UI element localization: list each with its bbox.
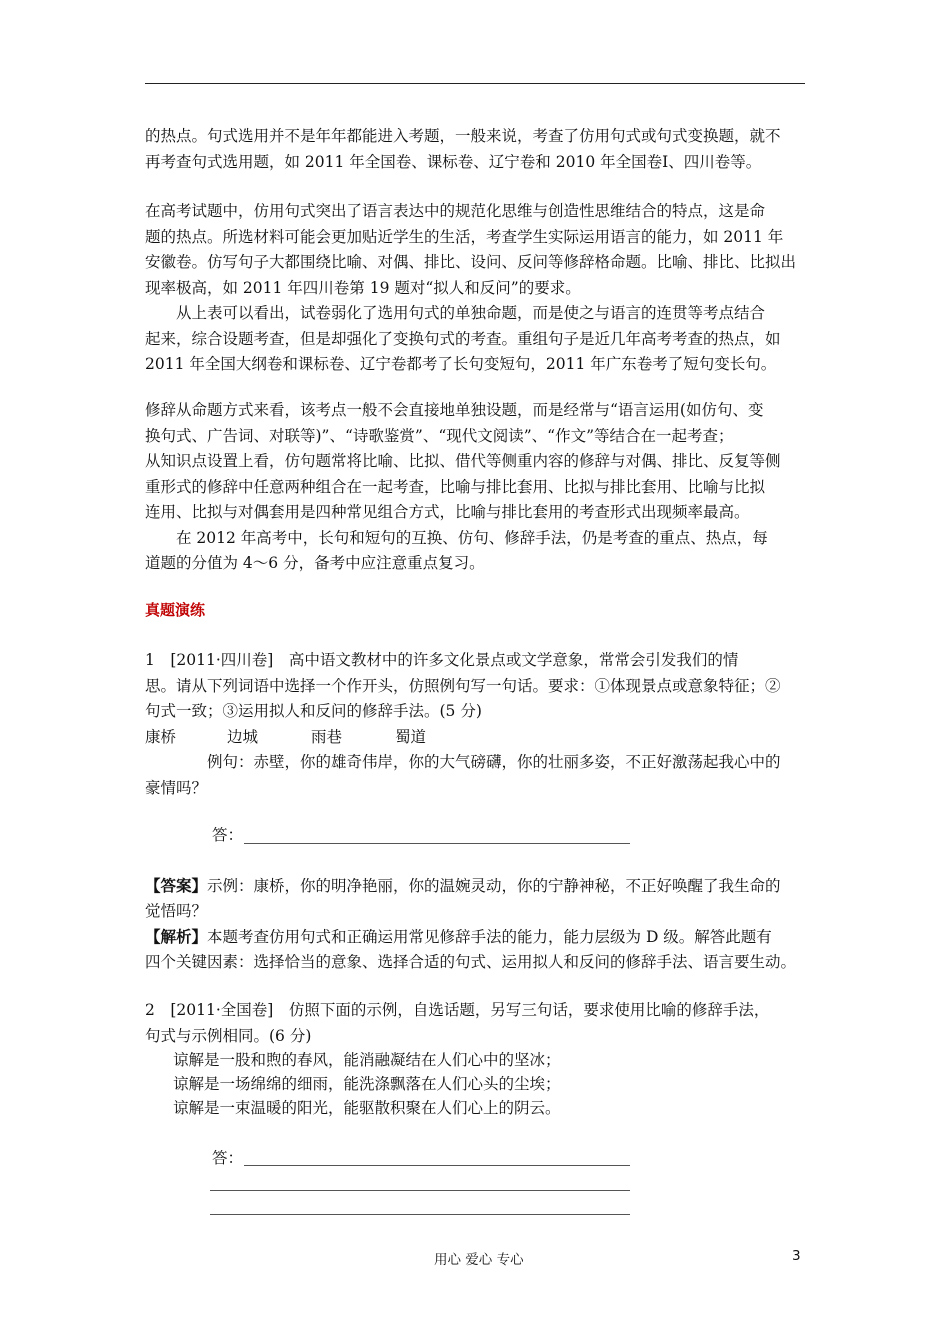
word-option: 康桥 [145,727,177,746]
question-line: 2 [2011·全国卷] 仿照下面的示例，自选话题，另写三句话，要求使用比喻的修辞手法， [145,1001,770,1019]
example-line: 例句：赤壁，你的雄奇伟岸，你的大气磅礴，你的壮丽多姿，不正好激荡起我心中的 [207,753,781,771]
text-line: 的热点。句式选用并不是年年都能进入考题，一般来说，考查了仿用句式或句式变换题，就不 [145,127,781,145]
header-rule [145,83,805,84]
text-line: 修辞从命题方式来看，该考点一般不会直接地单独设题，而是经常与“语言运用(如仿句、变 [145,401,764,419]
analysis-line-text [145,924,810,950]
analysis-line-text: 四个关键因素：选择恰当的意象、选择合适的句式、运用拟人和反问的修辞手法、语言要生动。 [145,952,797,971]
analysis-tag: 【解析】 [145,927,208,946]
text-line: 换句式、广告词、对联等)”、“诗歌鉴赏”、“现代文阅读”、“作文”等结合在一起考查； [145,426,734,445]
question-2 [145,998,810,1120]
answer-line-text [145,873,810,899]
text-line: 再考查句式选用题，如 2011 年全国卷、课标卷、辽宁卷和 2010 年全国卷Ⅰ、四川卷等。 [145,152,762,171]
word-option: 雨巷 [311,727,343,746]
text-line: 2011 年全国大纲卷和课标卷、辽宁卷都考了长句变短句，2011 年广东卷考了短句变长句。 [145,355,777,373]
answer-label: 答： [212,1149,244,1167]
text-line: 在高考试题中，仿用句式突出了语言表达中的规范化思维与创造性思维结合的特点，这是命 [145,202,766,220]
answer-line[interactable] [210,1190,630,1191]
example-sentence: 谅解是一场绵绵的细雨，能洗涤飘落在人们心头的尘埃； [173,1074,561,1093]
text-line: 从上表可以看出，试卷弱化了选用句式的单独命题，而是使之与语言的连贯等考点结合 [176,304,766,322]
text-line: 连用、比拟与对偶套用是四种常见组合方式，比喻与排比套用的考查形式出现频率最高。 [145,503,750,521]
question-line: 1 [2011·四川卷] 高中语文教材中的许多文化景点或文学意象，常常会引发我们的情 [145,651,739,669]
example-sentence: 谅解是一股和煦的春风，能消融凝结在人们心中的坚冰； [173,1050,561,1069]
text-line: 在 2012 年高考中，长句和短句的互换、仿句、修辞手法，仍是考查的重点、热点，每 [176,528,768,547]
question-line: 句式与示例相同。(6 分) [145,1026,312,1045]
paragraph-1 [145,124,810,175]
text-line: 起来，综合设题考查，但是却强化了变换句式的考查。重组句子是近几年高考考查的热点，如 [145,329,781,348]
answer-line[interactable] [244,1165,630,1166]
text-line: 现率极高，如 2011 年四川卷第 19 题对“拟人和反问”的要求。 [145,278,581,297]
answer-line-text: 觉悟吗？ [145,901,208,920]
answer-tag: 【答案】 [145,876,208,895]
text-line: 重形式的修辞中任意两种组合在一起考查，比喻与排比套用、比拟与排比套用、比喻与比拟 [145,477,766,496]
answer-block [145,873,810,975]
question-line: 思。请从下列词语中选择一个作开头，仿照例句写一句话。要求：①体现景点或意象特征；② [145,676,781,695]
word-option: 边城 [227,727,259,746]
footer-motto: 用心 爱心 专心 [434,1252,524,1268]
answer-line[interactable] [210,1214,630,1215]
text-line: 题的热点。所选材料可能会更加贴近学生的生活，考查学生实际运用语言的能力，如 2011 年 [145,227,784,246]
word-option: 蜀道 [395,727,427,746]
example-sentence: 谅解是一束温暖的阳光，能驱散积聚在人们心上的阴云。 [173,1098,561,1117]
text-line: 道题的分值为 4～6 分，备考中应注意重点复习。 [145,554,485,572]
example-line: 豪情吗？ [145,778,208,797]
page-number: 3 [792,1248,801,1264]
text-line: 从知识点设置上看，仿句题常将比喻、比拟、借代等侧重内容的修辞与对偶、排比、反复等侧 [145,452,781,470]
question-line: 句式一致；③运用拟人和反问的修辞手法。(5 分) [145,702,482,720]
question-1 [145,648,810,801]
answer-line[interactable] [244,843,630,844]
section-heading: 真题演练 [145,601,206,619]
analysis-text: 本题考查仿用句式和正确运用常见修辞手法的能力，能力层级为 D 级。解答此题有 [207,928,772,946]
text-line: 安徽卷。仿写句子大都围绕比喻、对偶、排比、设问、反问等修辞格命题。比喻、排比、比拟出 [145,253,797,271]
answer-label: 答： [212,826,244,844]
paragraph-2 [145,199,810,378]
word-options [145,725,810,751]
paragraph-4 [145,398,810,577]
answer-text: 示例：康桥，你的明净艳丽，你的温婉灵动，你的宁静神秘，不正好唤醒了我生命的 [207,877,781,895]
